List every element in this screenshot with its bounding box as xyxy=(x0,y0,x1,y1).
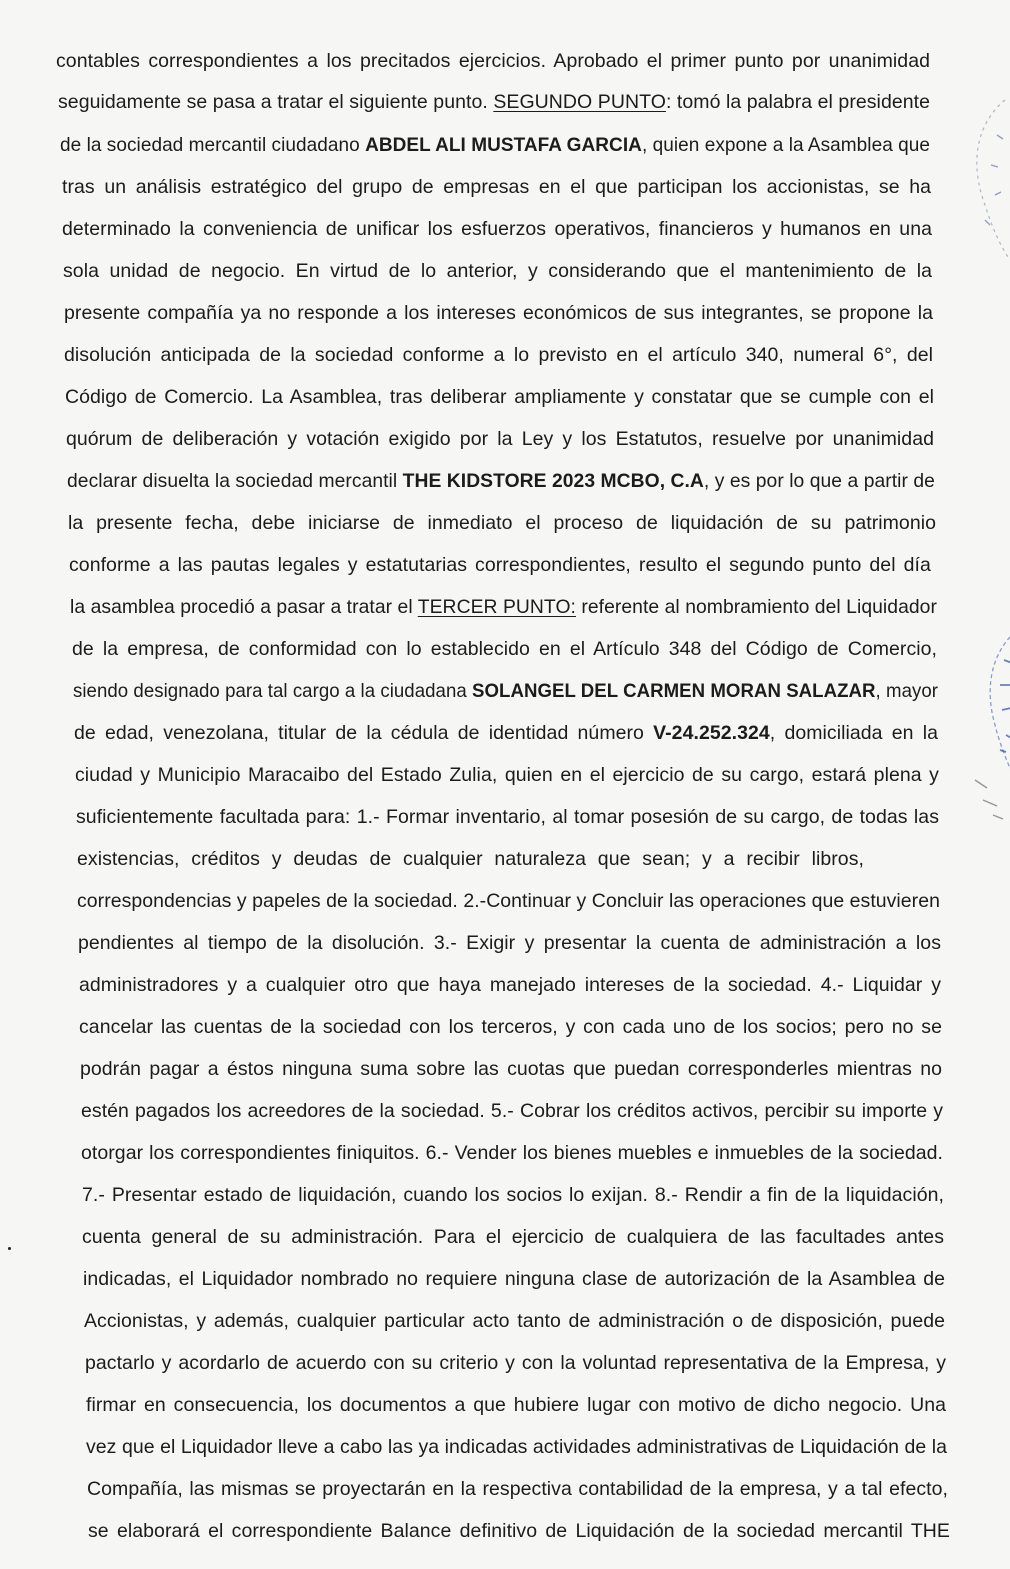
text-line xyxy=(86,1438,947,1458)
text-line xyxy=(87,1480,948,1500)
text-segment: seguidamente se pasa a tratar el siguiente punto. xyxy=(58,91,494,113)
bold-text: THE KIDSTORE 2023 MCBO, C.A xyxy=(402,470,704,492)
text-segment: firmar en consecuencia, los documentos a que hubiere lugar con motivo de dicho negocio. Una xyxy=(86,1394,946,1416)
text-line xyxy=(62,178,931,198)
text-segment: Accionistas, y además, cualquier particular acto tanto de administración o de disposición, puede xyxy=(84,1310,945,1332)
bold-text: ABDEL ALI MUSTAFA GARCIA xyxy=(365,134,642,156)
bold-text: V-24.252.324 xyxy=(653,722,770,744)
text-segment: de la sociedad mercantil ciudadano xyxy=(60,134,366,156)
text-line xyxy=(63,262,932,282)
text-line xyxy=(66,430,934,450)
text-segment: sola unidad de negocio. En virtud de lo anterior, y considerando que el mantenimiento de la xyxy=(63,260,932,282)
text-line xyxy=(74,724,938,744)
text-line xyxy=(79,1018,942,1038)
text-segment: disolución anticipada de la sociedad conforme a lo previsto en el artículo 340, numeral 6°, del xyxy=(64,344,933,366)
text-segment: pendientes al tiempo de la disolución. 3.- Exigir y presentar la cuenta de administración a los xyxy=(78,932,941,954)
text-line xyxy=(86,1396,946,1416)
text-segment: tras un análisis estratégico del grupo de empresas en el que participan los accionistas, se ha xyxy=(62,176,931,198)
text-line xyxy=(80,1060,942,1080)
text-segment: referente al nombramiento del Liquidador xyxy=(575,596,937,618)
text-line xyxy=(85,1354,946,1374)
text-segment: de edad, venezolana, titular de la cédula de identidad número xyxy=(74,722,654,744)
text-segment: , mayor xyxy=(875,680,939,702)
text-line xyxy=(77,892,940,912)
text-segment: indicadas, el Liquidador nombrado no requiere ninguna clase de autorización de la Asamblea de xyxy=(83,1268,945,1290)
text-segment: quórum de deliberación y votación exigido por la Ley y los Estatutos, resuelve por unanimidad xyxy=(66,428,934,450)
text-segment: correspondencias y papeles de la sociedad. 2.-Continuar y Concluir las operaciones que estuvieren xyxy=(77,890,940,912)
text-line xyxy=(76,808,939,828)
text-segment: cancelar las cuentas de la sociedad con los terceros, y con cada uno de los socios; pero no se xyxy=(79,1016,942,1038)
text-segment: Compañía, las mismas se proyectarán en la respectiva contabilidad de la empresa, y a tal efecto, xyxy=(87,1478,948,1500)
text-line xyxy=(64,346,933,366)
text-segment: suficientemente facultada para: 1.- Formar inventario, al tomar posesión de su cargo, de todas las xyxy=(76,806,939,828)
text-segment: administradores y a cualquier otro que haya manejado intereses de la sociedad. 4.- Liquidar y xyxy=(79,974,941,996)
text-segment: , y es por lo que a partir de xyxy=(703,470,935,492)
text-segment: declarar disuelta la sociedad mercantil xyxy=(67,470,403,492)
text-line xyxy=(65,388,934,408)
text-segment: , quien expone a la Asamblea que xyxy=(641,134,931,156)
text-line xyxy=(62,220,932,240)
text-segment: la presente fecha, debe iniciarse de inmediato el proceso de liquidación de su patrimonio xyxy=(68,512,936,534)
underlined-heading: SEGUNDO PUNTO xyxy=(493,91,666,113)
text-line xyxy=(68,514,936,534)
text-segment: : tomó la palabra el presidente xyxy=(665,91,930,113)
text-line xyxy=(83,1270,945,1290)
text-line xyxy=(70,598,937,618)
text-line xyxy=(88,1522,950,1542)
text-line xyxy=(69,556,931,576)
text-segment: presente compañía ya no responde a los intereses económicos de sus integrantes, se propone la xyxy=(64,302,933,324)
text-line xyxy=(78,934,941,954)
text-segment: siendo designado para tal cargo a la ciudadana xyxy=(73,680,472,702)
text-line xyxy=(82,1186,944,1206)
text-segment: se elaborará el correspondiente Balance definitivo de Liquidación de la sociedad mercantil THE xyxy=(88,1520,950,1542)
text-segment: pactarlo y acordarlo de acuerdo con su criterio y con la voluntad representativa de la Empresa, y xyxy=(85,1352,946,1374)
underlined-heading: TERCER PUNTO: xyxy=(417,596,576,618)
text-line xyxy=(64,304,933,324)
text-line xyxy=(72,640,937,660)
text-segment: existencias, créditos y deudas de cualquier naturaleza que sean; y a recibir libros, xyxy=(77,848,864,870)
text-line xyxy=(82,1228,944,1248)
text-segment: vez que el Liquidador lleve a cabo las ya indicadas actividades administrativas de Liquidación de la xyxy=(86,1436,948,1458)
text-line xyxy=(56,52,930,72)
text-segment: podrán pagar a éstos ninguna suma sobre las cuotas que puedan corresponderles mientras no xyxy=(80,1058,942,1080)
text-segment: ciudad y Municipio Maracaibo del Estado Zulia, quien en el ejercicio de su cargo, estará plena y xyxy=(75,764,939,786)
text-line xyxy=(84,1312,945,1332)
text-segment: 7.- Presentar estado de liquidación, cuando los socios lo exijan. 8.- Rendir a fin de la liquidación, xyxy=(82,1184,944,1206)
text-line xyxy=(81,1144,943,1164)
bold-text: SOLANGEL DEL CARMEN MORAN SALAZAR xyxy=(471,680,876,702)
text-line xyxy=(67,472,935,492)
text-line xyxy=(77,850,864,870)
text-line xyxy=(81,1102,943,1122)
text-segment: otorgar los correspondientes finiquitos. 6.- Vender los bienes muebles e inmuebles de la sociedad. xyxy=(81,1142,943,1164)
text-segment: , domiciliada en la xyxy=(769,722,938,744)
text-segment: estén pagados los acreedores de la sociedad. 5.- Cobrar los créditos activos, percibir su importe y xyxy=(81,1100,943,1122)
text-line xyxy=(58,93,930,113)
text-line xyxy=(73,682,938,702)
text-segment: cuenta general de su administración. Para el ejercicio de cualquiera de las facultades antes xyxy=(82,1226,944,1248)
text-line xyxy=(79,976,941,996)
text-segment: la asamblea procedió a pasar a tratar el xyxy=(70,596,418,618)
text-segment: Código de Comercio. La Asamblea, tras deliberar ampliamente y constatar que se cumple con el xyxy=(65,386,934,408)
text-segment: conforme a las pautas legales y estatutarias correspondientes, resulto el segundo punto del día xyxy=(69,554,931,576)
text-line xyxy=(60,136,930,156)
text-segment: determinado la conveniencia de unificar los esfuerzos operativos, financieros y humanos en una xyxy=(62,218,932,240)
text-segment: de la empresa, de conformidad con lo establecido en el Artículo 348 del Código de Comercio, xyxy=(72,638,937,660)
text-line xyxy=(75,766,939,786)
text-segment: contables correspondientes a los precitados ejercicios. Aprobado el primer punto por unanimidad xyxy=(56,50,930,72)
